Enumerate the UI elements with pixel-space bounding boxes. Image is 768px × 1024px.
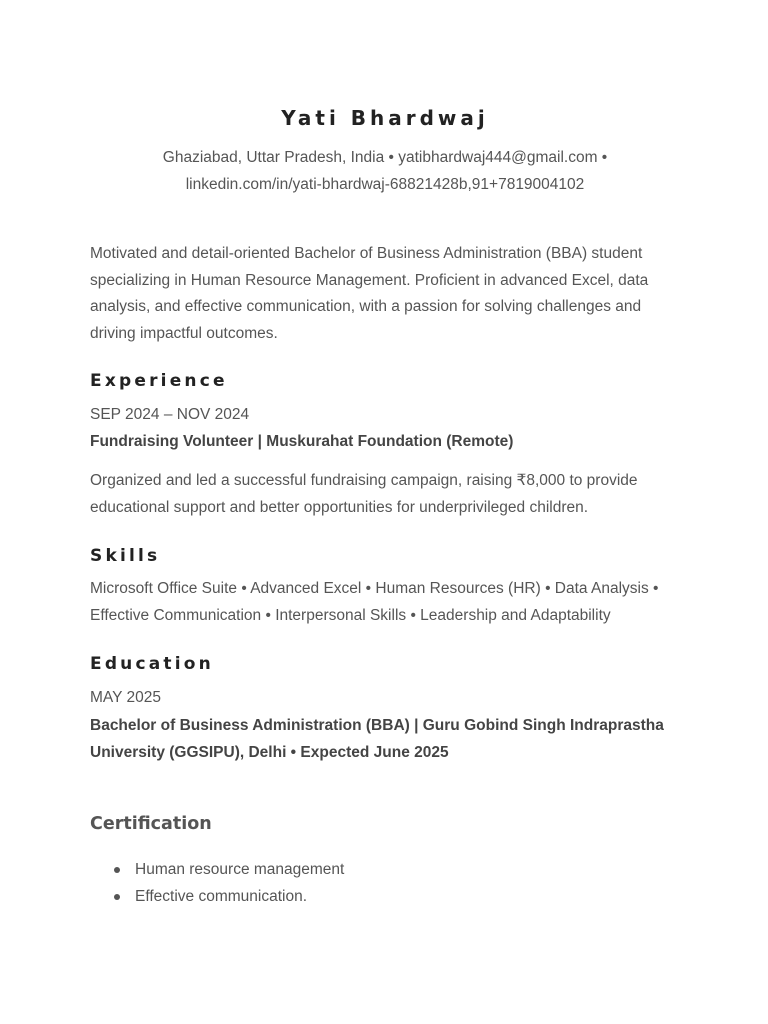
experience-role: Fundraising Volunteer | Muskurahat Foundation (Remote) bbox=[90, 433, 514, 450]
experience-heading: Experience bbox=[90, 371, 228, 391]
bullet-icon bbox=[114, 894, 120, 900]
certification-item bbox=[90, 856, 344, 883]
candidate-name: Yati Bhardwaj bbox=[281, 106, 489, 130]
contact-info bbox=[90, 144, 680, 198]
experience-description: Organized and led a successful fundraising campaign, raising ₹8,000 to provide educational support and better opportunities for underprivileged children. bbox=[90, 472, 638, 516]
skills-heading: Skills bbox=[90, 546, 161, 566]
education-degree: Bachelor of Business Administration (BBA) | Guru Gobind Singh Indraprastha University (GGSIPU), Delhi • Expected June 2025 bbox=[90, 717, 664, 761]
certification-item-text: Human resource management bbox=[135, 861, 345, 878]
professional-summary: Motivated and detail-oriented Bachelor of Business Administration (BBA) student specializing in Human Resource Management. Proficient in advanced Excel, data analysis, and effective communication, with a passion for solving challenges and driving impactful outcomes. bbox=[90, 245, 649, 342]
education-heading: Education bbox=[90, 654, 214, 674]
certification-item-text: Effective communication. bbox=[135, 888, 308, 905]
certification-heading: Certification bbox=[90, 814, 212, 834]
contact-line-linkedin-phone: linkedin.com/in/yati-bhardwaj-68821428b,91+7819004102 bbox=[185, 176, 585, 193]
bullet-icon bbox=[114, 867, 120, 873]
education-date: MAY 2025 bbox=[90, 689, 161, 706]
certification-list bbox=[90, 856, 344, 910]
contact-line-location-email: Ghaziabad, Uttar Pradesh, India • yatibhardwaj444@gmail.com • bbox=[162, 149, 608, 166]
certification-item bbox=[90, 883, 344, 910]
experience-date: SEP 2024 – NOV 2024 bbox=[90, 406, 250, 423]
skills-list: Microsoft Office Suite • Advanced Excel • Human Resources (HR) • Data Analysis • Effective Communication • Interpersonal Skills • Leadership and Adaptability bbox=[90, 580, 659, 624]
